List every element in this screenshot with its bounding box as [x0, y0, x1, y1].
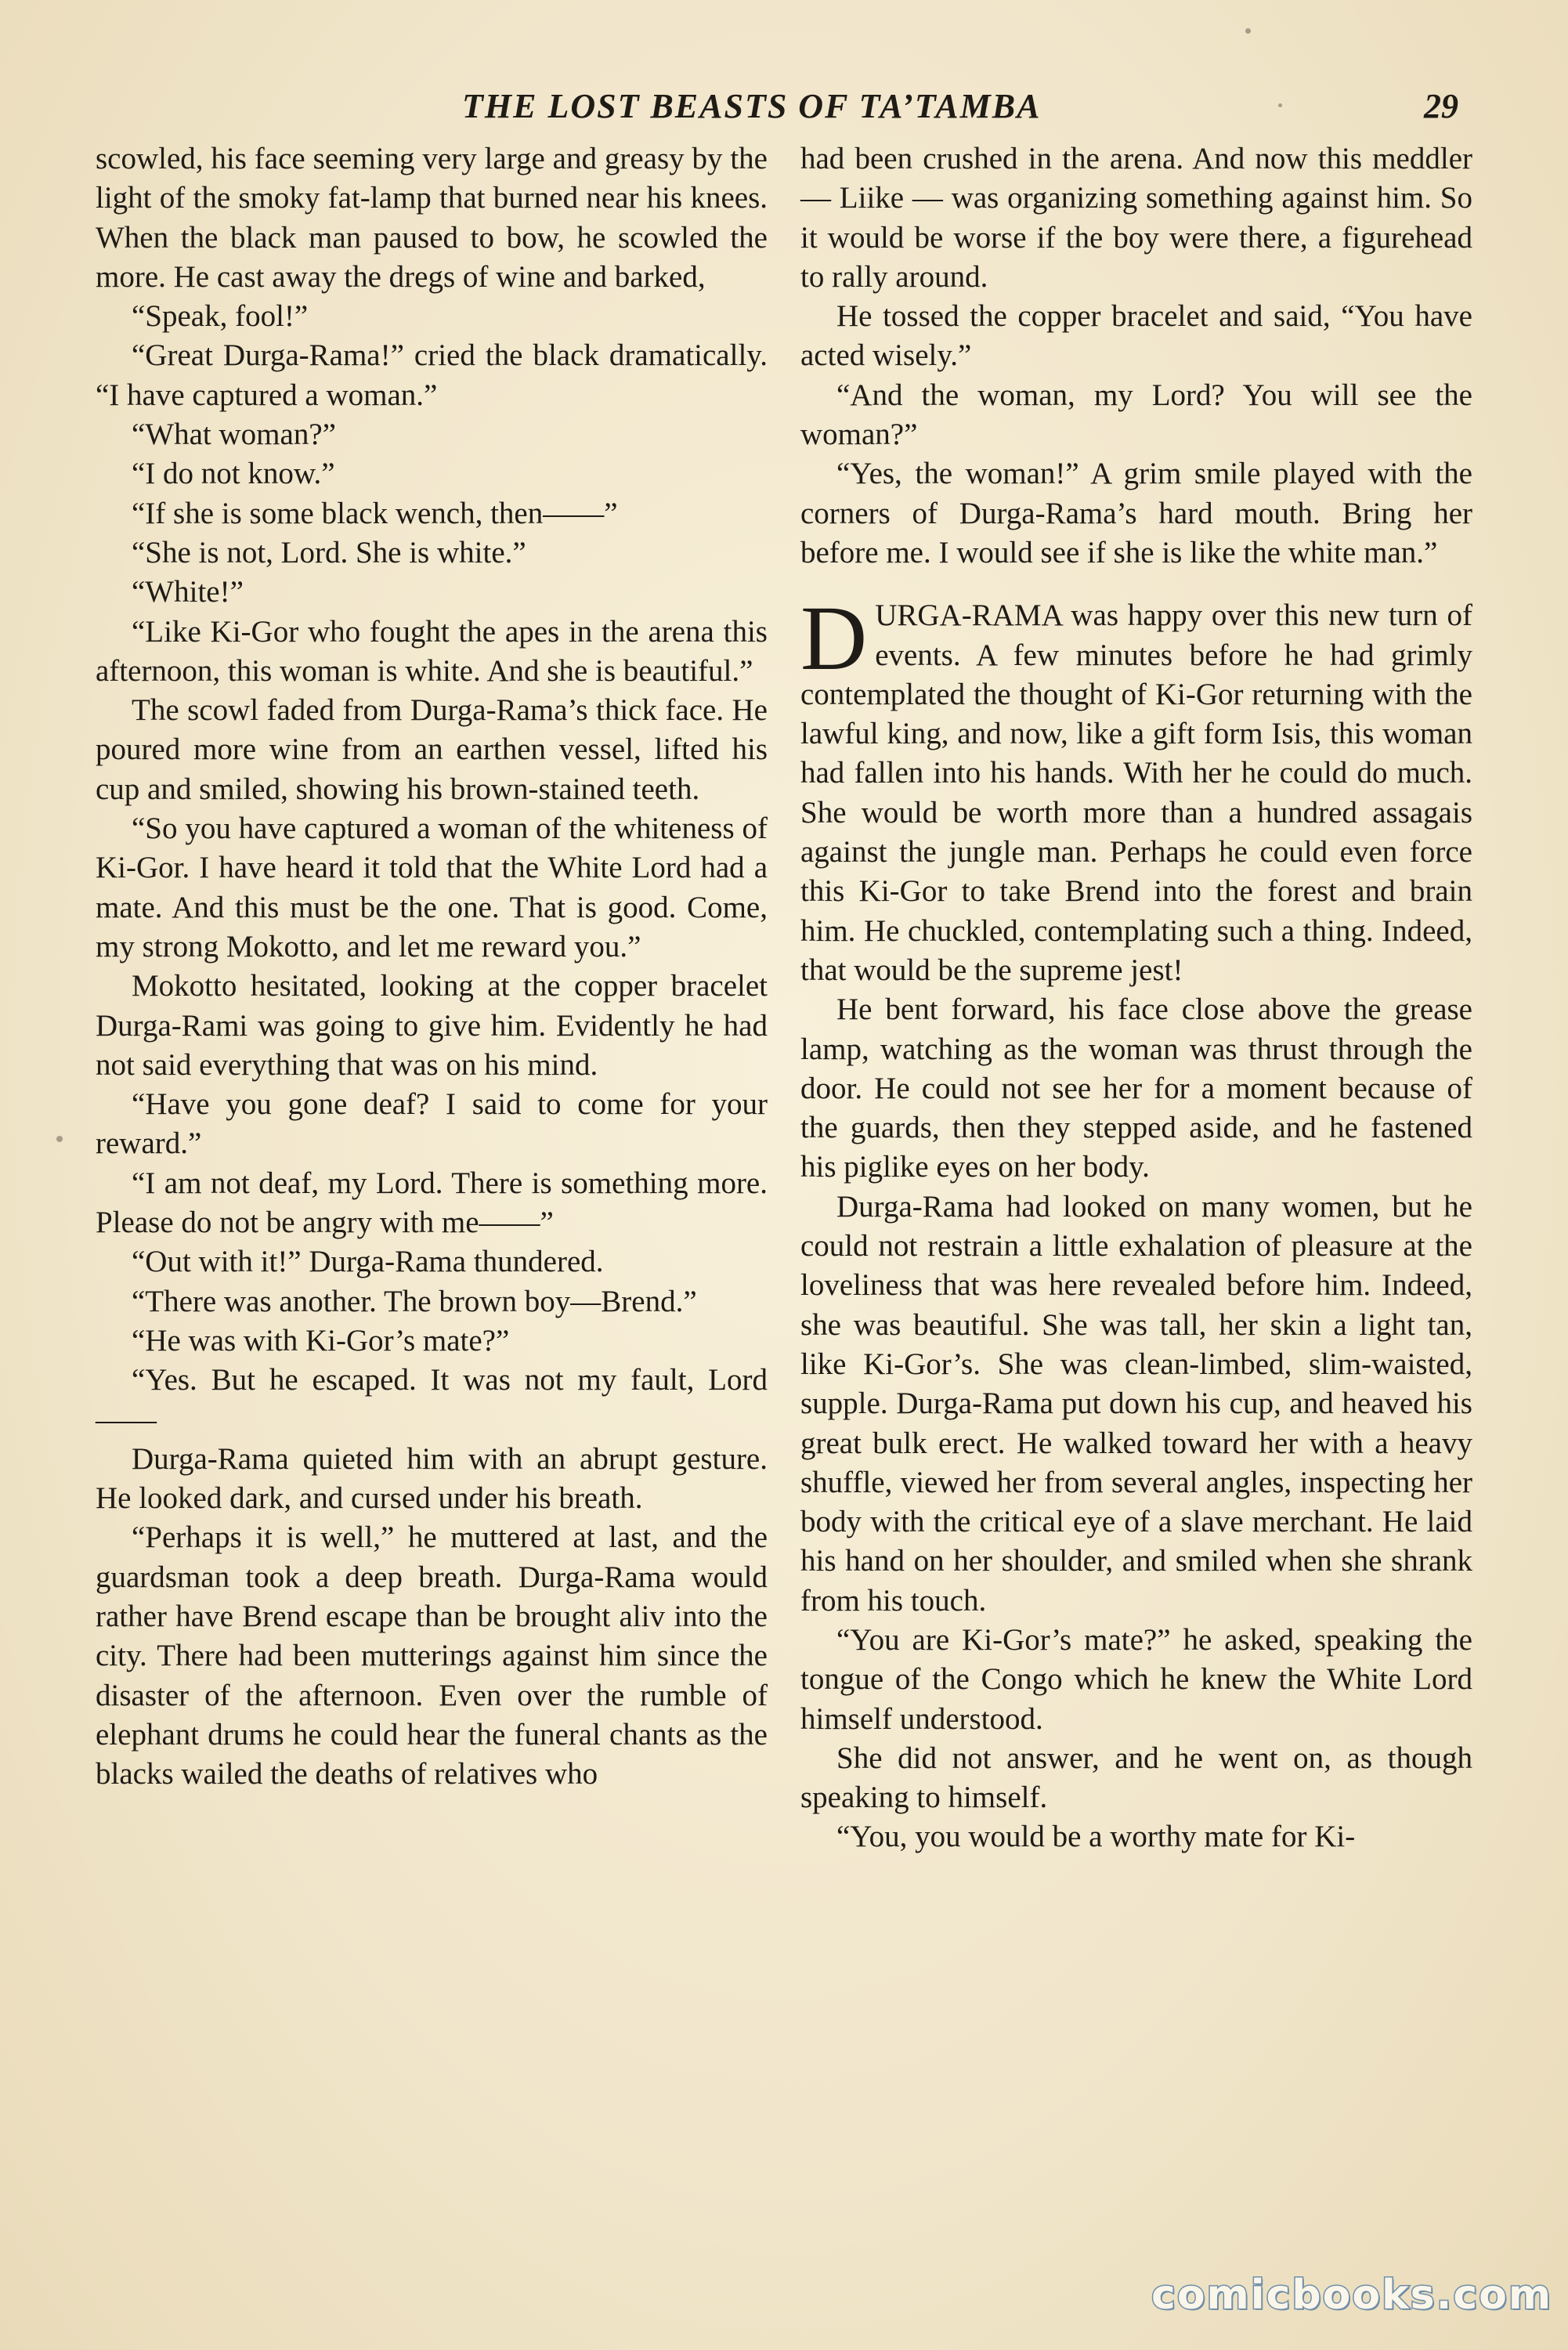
print-speck	[56, 1136, 63, 1142]
paragraph: Mokotto hesitated, looking at the copper bracelet Durga-Rami was going to give him. Evidently he had not said everything that was on his mind.	[96, 969, 768, 1082]
paragraph-text: URGA-RAMA was happy over this new turn of events. A few minutes before he had grimly contemplated the thought of Ki-Gor returning with the lawful king, and now, like a gift form Isis, this woman had fallen into his hands. With her he could do much. She would be worth more than a hundred assagais against the jungle man. Perhaps he could even force this Ki-Gor to take Brend into the forest and brain him. He chuckled, contemplating such a thing. Indeed, that would be the supreme jest!	[800, 598, 1472, 987]
paragraph: “Yes, the woman!” A grim smile played with the corners of Durga-Rama’s hard mouth. Bring her before me. I would see if she is like the white man.”	[800, 457, 1472, 569]
paragraph: “Yes. But he escaped. It was not my fault, Lord——	[96, 1363, 768, 1437]
paragraph: “I do not know.”	[132, 457, 335, 491]
paragraph: “Great Durga-Rama!” cried the black dramatically. “I have captured a woman.”	[96, 338, 768, 412]
paragraph: Durga-Rama had looked on many women, but he could not restrain a little exhalation of pleasure at the loveliness that was here revealed before him. Indeed, she was beautiful. She was tall, her skin a light tan, like Ki-Gor’s. She was clean-limbed, slim-waisted, supple. Durga-Rama put down his cup, and heaved his great bulk erect. He walked toward her with a heavy shuffle, viewed her from several angles, inspecting her body with the critical eye of a slave merchant. He laid his hand on her shoulder, and smiled when she shrank from his touch.	[800, 1189, 1472, 1618]
paragraph: had been crushed in the arena. And now this meddler — Liike — was organizing something against him. So it would be worse if the boy were there, a figurehead to rally around.	[800, 142, 1472, 294]
paragraph: “You are Ki-Gor’s mate?” he asked, speaking the tongue of the Congo which he knew the White Lord himself understood.	[800, 1622, 1472, 1736]
watermark-logo: comicbooks.com	[1151, 2272, 1553, 2319]
running-title: THE LOST BEASTS OF TA’TAMBA	[462, 87, 1042, 125]
paragraph: He bent forward, his face close above the grease lamp, watching as the woman was thrust through the door. He could not see her for a moment because of the guards, then they stepped aside, and he fastened his piglike eyes on her body.	[800, 992, 1472, 1184]
paragraph: Durga-Rama quieted him with an abrupt gesture. He looked dark, and cursed under his breath.	[96, 1441, 768, 1516]
paragraph: “She is not, Lord. She is white.”	[132, 535, 526, 569]
paragraph: “You, you would be a worthy mate for Ki-	[836, 1820, 1356, 1854]
paragraph: “If she is some black wench, then——”	[132, 496, 618, 530]
paragraph: “White!”	[132, 575, 244, 609]
paragraph: “There was another. The brown boy—Brend.”	[132, 1284, 697, 1318]
paragraph: scowled, his face seeming very large and greasy by the light of the smoky fat-lamp that burned near his knees. When the black man paused to bow, he scowled the more. He cast away the dregs of wine and barked,	[96, 142, 768, 294]
drop-cap: D	[800, 587, 868, 690]
paragraph: “Perhaps it is well,” he muttered at last, and the guardsman took a deep breath. Durga-Rama would rather have Brend escape than be brought aliv into the city. There had been mutterings against him since the disaster of the afternoon. Even over the rumble of elephant drums he could hear the funeral chants as the blacks wailed the deaths of relatives who	[96, 1520, 768, 1791]
page-header	[0, 78, 1568, 133]
right-column	[800, 139, 1472, 1857]
paragraph: “So you have captured a woman of the whiteness of Ki-Gor. I have heard it told that the White Lord had a mate. And this must be the one. That is good. Come, my strong Mokotto, and let me reward you.”	[96, 812, 768, 964]
paragraph: “Speak, fool!”	[132, 299, 309, 334]
paragraph: “What woman?”	[132, 418, 336, 452]
print-speck	[1245, 28, 1251, 34]
paragraph: The scowl faded from Durga-Rama’s thick face. He poured more wine from an earthen vessel, lifted his cup and smiled, showing his brown-stained teeth.	[96, 693, 768, 806]
paragraph: “I am not deaf, my Lord. There is something more. Please do not be angry with me——”	[96, 1166, 768, 1240]
paragraph: He tossed the copper bracelet and said, “You have acted wisely.”	[800, 299, 1472, 373]
paragraph: “He was with Ki-Gor’s mate?”	[132, 1323, 510, 1358]
paragraph: “And the woman, my Lord? You will see the woman?”	[800, 378, 1472, 452]
left-column	[96, 139, 768, 1794]
section-opening-paragraph	[800, 587, 1472, 990]
paragraph: “Out with it!” Durga-Rama thundered.	[132, 1245, 604, 1279]
print-speck	[1278, 103, 1282, 107]
paragraph: She did not answer, and he went on, as though speaking to himself.	[800, 1741, 1472, 1815]
paragraph: “Like Ki-Gor who fought the apes in the arena this afternoon, this woman is white. And she is beautiful.”	[96, 614, 768, 688]
page-number: 29	[1424, 87, 1458, 125]
paragraph: “Have you gone deaf? I said to come for your reward.”	[96, 1087, 768, 1161]
